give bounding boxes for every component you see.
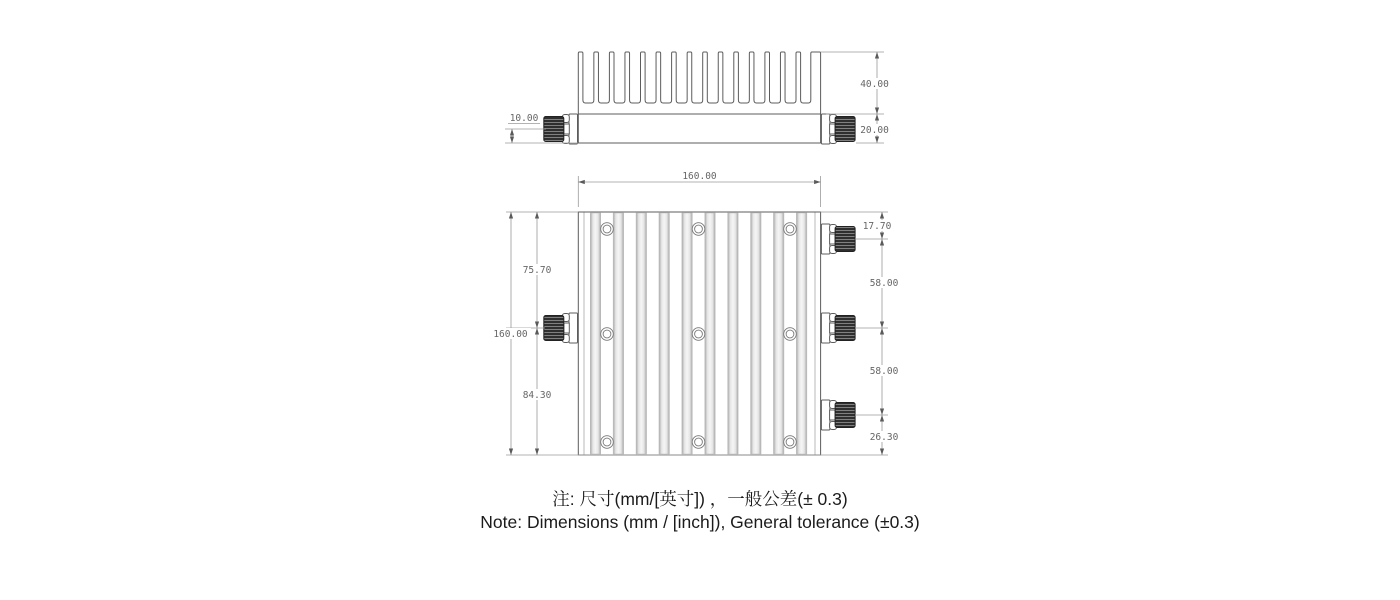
rf-connector <box>821 224 855 254</box>
dimension-arrow <box>880 212 884 219</box>
rf-connector <box>821 313 855 343</box>
dim-right-seg-1: 17.70 <box>862 221 892 232</box>
note-line-zh: 注: 尺寸(mm/[英寸]) ，一般公差(± 0.3) <box>552 489 848 509</box>
dim-width-top: 160.00 <box>682 171 717 182</box>
note-line-en: Note: Dimensions (mm / [inch]), General tolerance (±0.3) <box>480 511 920 532</box>
front-view <box>490 171 903 455</box>
fin-stripe <box>613 213 624 454</box>
fin-stripe <box>659 213 670 454</box>
connector-coupling-nut <box>835 227 855 252</box>
dimension-arrow <box>578 180 585 184</box>
connector-flange <box>821 313 830 343</box>
connector-flange <box>569 114 578 144</box>
dim-lower-segment: 84.30 <box>522 390 552 401</box>
dim-port-offset: 10.00 <box>509 113 539 124</box>
dimension-arrow <box>880 328 884 335</box>
dimension-arrow <box>880 449 884 456</box>
connector-flange <box>821 400 830 430</box>
rf-connector <box>821 114 855 144</box>
mounting-hole-bore <box>695 225 703 233</box>
dim-height-left: 160.00 <box>493 329 528 340</box>
fin-stripe <box>751 213 762 454</box>
connector-neck <box>830 124 836 134</box>
rf-connector <box>544 114 578 144</box>
connector-neck <box>830 234 836 244</box>
heatsink-fins <box>578 52 820 114</box>
connector-coupling-nut <box>544 316 564 341</box>
mounting-hole-bore <box>603 225 611 233</box>
dimension-arrow <box>535 322 539 329</box>
dimension-arrow <box>535 328 539 335</box>
dimension-arrow <box>535 212 539 219</box>
connector-flange <box>821 114 830 144</box>
dimension-arrow <box>880 415 884 422</box>
fin-stripe <box>796 213 807 454</box>
connector-coupling-nut <box>544 117 564 142</box>
dimension-arrow <box>510 137 514 144</box>
dim-right-seg-4: 26.30 <box>869 432 899 443</box>
dimension-arrow <box>510 129 514 136</box>
drawing-note <box>0 488 1400 533</box>
dimension-arrow <box>814 180 821 184</box>
mounting-hole-bore <box>603 438 611 446</box>
side-view <box>505 52 893 144</box>
side-view-shapes <box>544 52 855 144</box>
mounting-hole-bore <box>786 225 794 233</box>
fin-stripe <box>773 213 784 454</box>
fin-stripe <box>728 213 739 454</box>
rf-connector <box>544 313 578 343</box>
dim-fin-height: 40.00 <box>860 79 889 90</box>
connector-neck <box>564 124 570 134</box>
fin-stripe <box>636 213 647 454</box>
dimension-arrow <box>880 233 884 240</box>
front-view-shapes <box>544 212 855 455</box>
dimension-arrow <box>875 137 879 144</box>
mounting-hole-bore <box>695 330 703 338</box>
rf-connector <box>821 400 855 430</box>
dim-right-seg-3: 58.00 <box>869 366 899 377</box>
fin-stripe <box>705 213 716 454</box>
dimension-arrow <box>509 449 513 456</box>
connector-neck <box>830 410 836 420</box>
dimension-arrow <box>880 239 884 246</box>
connector-coupling-nut <box>835 403 855 428</box>
heatsink-body <box>578 114 820 143</box>
connector-flange <box>569 313 578 343</box>
dimension-arrow <box>880 322 884 329</box>
connector-flange <box>821 224 830 254</box>
mounting-hole-bore <box>786 438 794 446</box>
dimension-arrow <box>875 108 879 115</box>
dimension-arrow <box>875 52 879 59</box>
fin-stripe <box>590 213 601 454</box>
dim-upper-segment: 75.70 <box>522 265 552 276</box>
mounting-hole-bore <box>695 438 703 446</box>
fin-stripe <box>682 213 693 454</box>
connector-coupling-nut <box>835 117 855 142</box>
dimension-arrow <box>535 449 539 456</box>
connector-neck <box>564 323 570 333</box>
connector-neck <box>830 323 836 333</box>
dimension-arrow <box>875 114 879 121</box>
dimension-arrow <box>509 212 513 219</box>
dim-right-seg-2: 58.00 <box>869 278 899 289</box>
mounting-hole-bore <box>603 330 611 338</box>
dimension-arrow <box>880 409 884 416</box>
mounting-hole-bore <box>786 330 794 338</box>
dim-body-height: 20.00 <box>860 125 889 136</box>
connector-coupling-nut <box>835 316 855 341</box>
